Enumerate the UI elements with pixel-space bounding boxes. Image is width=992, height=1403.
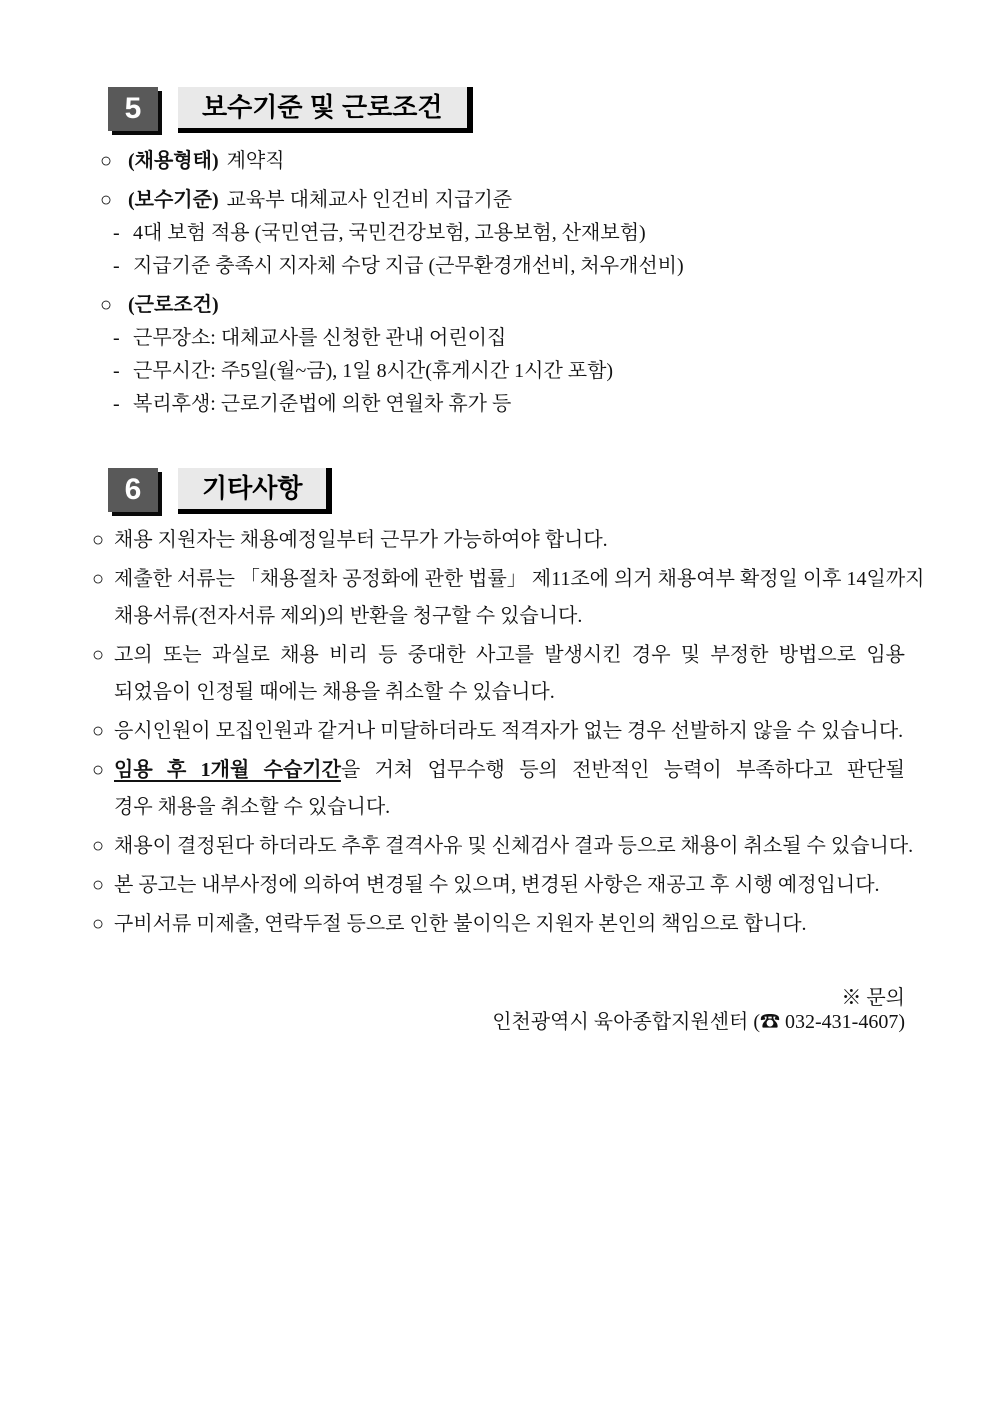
- responsibility-notice-item: [92, 911, 905, 938]
- notice-line-continuation: [92, 603, 905, 630]
- item-label: (근로조건): [128, 294, 219, 316]
- footer-contact-block: [0, 986, 905, 1034]
- notice-line: [92, 566, 925, 593]
- circle-bullet: ○: [100, 189, 113, 211]
- probation-emphasis-text: 임용 후 1개월 수습기간: [114, 759, 341, 781]
- contact-info: 인천광역시 육아종합지원센터 (☎ 032-431-4607): [492, 1011, 905, 1033]
- notice-line: [92, 642, 905, 669]
- disqualification-notice-item: [92, 833, 914, 860]
- circle-bullet: ○: [92, 874, 105, 896]
- employment-type-item: [100, 149, 913, 173]
- inquiry-label: ※ 문의: [841, 987, 905, 1009]
- notice-line: [92, 527, 905, 554]
- notice-text: 제출한 서류는 「채용절차 공정화에 관한 법률」 제11조에 의거 채용여부 확정일 이후 14일까지: [114, 568, 925, 590]
- notice-line: [92, 911, 905, 938]
- notice-text: 본 공고는 내부사정에 의하여 변경될 수 있으며, 변경된 사항은 재공고 후 시행 예정입니다.: [114, 874, 880, 896]
- item-text: 교육부 대체교사 인건비 지급기준: [226, 189, 513, 211]
- notice-text: 채용서류(전자서류 제외)의 반환을 청구할 수 있습니다.: [114, 605, 583, 627]
- notice-text: 고의 또는 과실로 채용 비리 등 중대한 사고를 발생시킨 경우 및 부정한 방법으로 임용: [114, 644, 905, 666]
- working-hours-detail-item: [100, 359, 913, 383]
- pay-standard-item: [100, 188, 913, 212]
- item-label: (보수기준): [128, 189, 219, 211]
- section-6-number-badge: 6: [108, 468, 158, 512]
- notice-text: 경우 채용을 취소할 수 있습니다.: [114, 796, 391, 818]
- probation-notice-item: [92, 757, 905, 821]
- item-label: (채용형태): [128, 150, 219, 172]
- workplace-detail-item: [100, 326, 913, 350]
- notice-text: 채용 지원자는 채용예정일부터 근무가 가능하여야 합니다.: [114, 529, 608, 551]
- section-6-header: [108, 468, 992, 515]
- item-text: 근무시간: 주5일(월~금), 1일 8시간(휴게시간 1시간 포함): [133, 360, 614, 382]
- notice-line: [92, 872, 905, 899]
- section-5-body: [100, 149, 913, 416]
- notice-line: [92, 833, 914, 860]
- circle-bullet: ○: [92, 529, 105, 551]
- change-notice-item: [92, 872, 905, 899]
- item-text: 지급기준 충족시 지자체 수당 지급 (근무환경개선비, 처우개선비): [133, 255, 684, 277]
- notice-line: [92, 757, 905, 784]
- item-text: 4대 보험 적용 (국민연금, 국민건강보험, 고용보험, 산재보험): [133, 222, 646, 244]
- allowance-detail-item: [100, 254, 913, 278]
- start-date-notice-item: [92, 527, 905, 554]
- circle-bullet: ○: [100, 294, 113, 316]
- notice-line: [92, 718, 905, 745]
- working-conditions-item: [100, 293, 913, 317]
- notice-text: 채용이 결정된다 하더라도 추후 결격사유 및 신체검사 결과 등으로 채용이 취소될 수 있습니다.: [114, 835, 914, 857]
- dash-bullet: -: [113, 222, 120, 244]
- dash-bullet: -: [113, 393, 120, 415]
- dash-bullet: -: [113, 360, 120, 382]
- circle-bullet: ○: [92, 644, 105, 666]
- circle-bullet: ○: [92, 835, 105, 857]
- item-text: 복리후생: 근로기준법에 의한 연월차 휴가 등: [133, 393, 512, 415]
- section-6-body: [92, 527, 925, 938]
- dash-bullet: -: [113, 255, 120, 277]
- welfare-detail-item: [100, 392, 913, 416]
- notice-line-continuation: [92, 679, 905, 706]
- selection-notice-item: [92, 718, 905, 745]
- dash-bullet: -: [113, 327, 120, 349]
- section-6-title: 기타사항: [178, 468, 332, 514]
- item-text: 근무장소: 대체교사를 신청한 관내 어린이집: [133, 327, 507, 349]
- notice-text: 구비서류 미제출, 연락두절 등으로 인한 불이익은 지원자 본인의 책임으로 합니다.: [114, 913, 807, 935]
- item-text: 계약직: [226, 150, 285, 172]
- circle-bullet: ○: [92, 720, 105, 742]
- notice-line-continuation: [92, 794, 905, 821]
- hiring-cancellation-notice-item: [92, 642, 905, 706]
- section-5-title: 보수기준 및 근로조건: [178, 87, 473, 133]
- circle-bullet: ○: [92, 568, 105, 590]
- section-5-number-badge: 5: [108, 87, 158, 131]
- insurance-detail-item: [100, 221, 913, 245]
- circle-bullet: ○: [92, 913, 105, 935]
- document-return-notice-item: [92, 566, 925, 630]
- notice-text: 응시인원이 모집인원과 같거나 미달하더라도 적격자가 없는 경우 선발하지 않을 수 있습니다.: [114, 720, 904, 742]
- circle-bullet: ○: [92, 759, 105, 781]
- circle-bullet: ○: [100, 150, 113, 172]
- notice-text: 되었음이 인정될 때에는 채용을 취소할 수 있습니다.: [114, 681, 555, 703]
- notice-text: 을 거쳐 업무수행 등의 전반적인 능력이 부족하다고 판단될: [340, 759, 905, 781]
- section-5-header: [108, 87, 992, 134]
